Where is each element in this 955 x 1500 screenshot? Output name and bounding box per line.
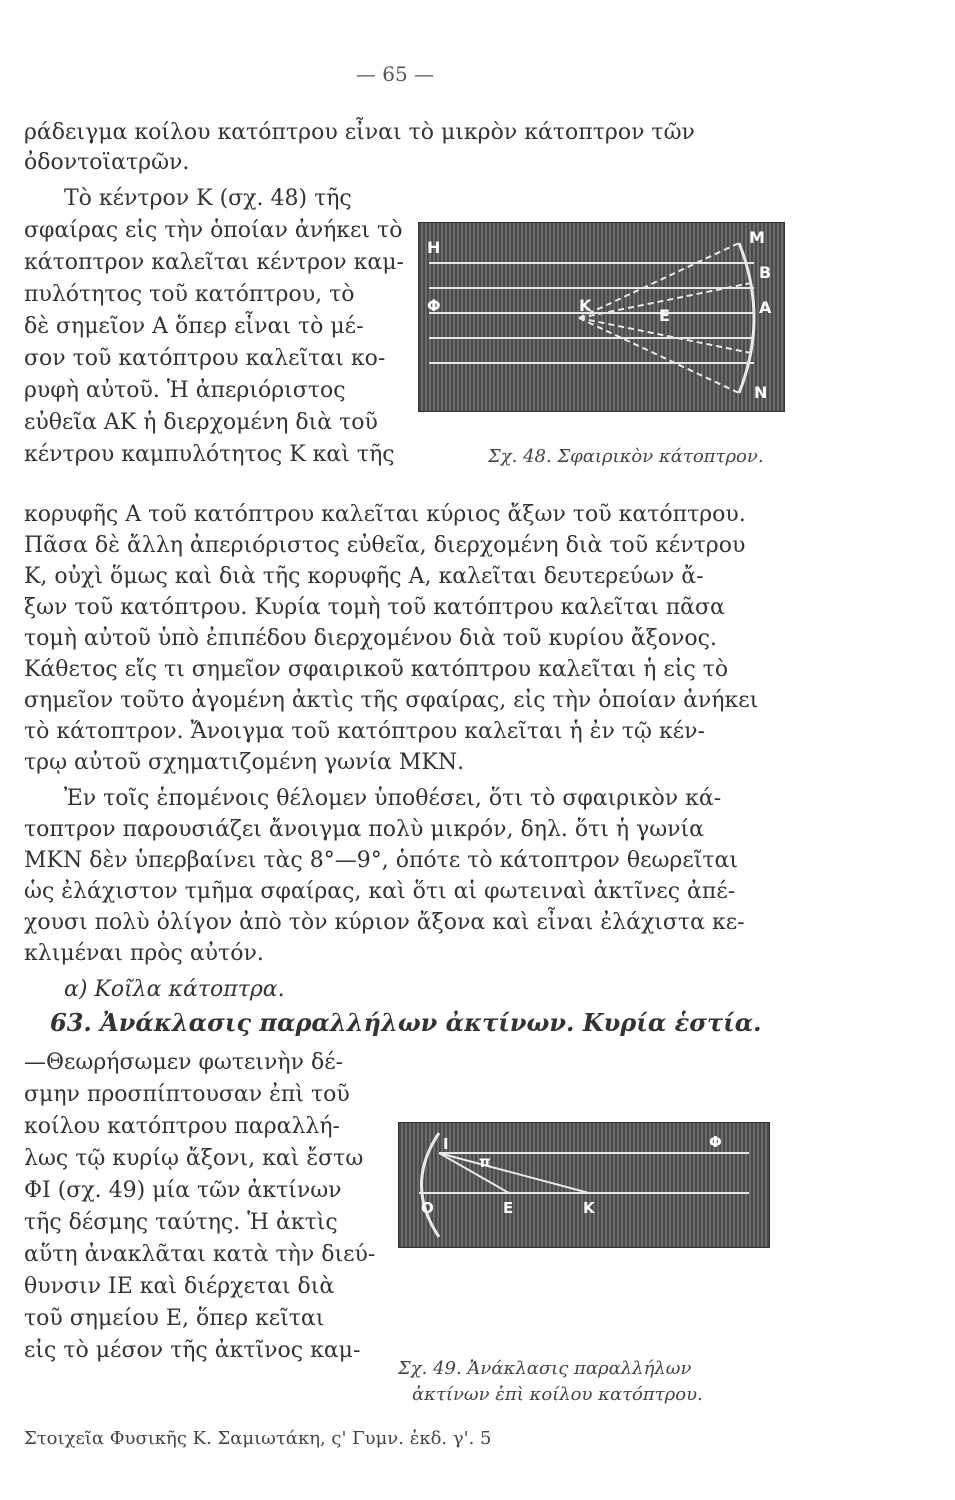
text-line: κορυφῆς Α τοῦ κατόπτρου καλεῖται κύριος ἄξων τοῦ κατόπτρου. <box>24 502 746 527</box>
text-line: σον τοῦ κατόπτρου καλεῖται κο- <box>24 346 386 371</box>
text-line: λως τῷ κυρίῳ ἄξονι, καὶ ἔστω <box>24 1146 364 1171</box>
page-number: — 65 — <box>355 62 435 86</box>
text-line: σημεῖον τοῦτο ἀγομένη ἀκτὶς τῆς σφαίρας, εἰς τὴν ὁποίαν ἀνήκει <box>24 688 759 713</box>
text-line: Κ, οὐχὶ ὅμως καὶ διὰ τῆς κορυφῆς Α, καλεῖται δευτερεύων ἄ- <box>24 564 704 589</box>
text-line: εἰς τὸ μέσον τῆς ἀκτῖνος καμ- <box>24 1338 361 1363</box>
fig48-label-e: Ε <box>659 306 670 325</box>
section-heading: 63. Ἀνάκλασις παραλλήλων ἀκτίνων. Κυρία ἑστία. <box>50 1008 762 1037</box>
text-line: κοίλου κατόπτρου παραλλή- <box>24 1114 340 1139</box>
text-line: —Θεωρήσωμεν φωτεινὴν δέ- <box>24 1050 344 1075</box>
text-line: τῆς δέσμης ταύτης. Ἡ ἀκτὶς <box>24 1210 338 1235</box>
text-line: σφαίρας εἰς τὴν ὁποίαν ἀνήκει τὸ <box>24 218 403 243</box>
text-line: ξων τοῦ κατόπτρου. Κυρία τομὴ τοῦ κατόπτρου καλεῖται πᾶσα <box>24 595 725 620</box>
fig48-label-a: Α <box>759 298 772 317</box>
text-line: Πᾶσα δὲ ἄλλη ἀπεριόριστος εὐθεῖα, διερχομένη διὰ τοῦ κέντρου <box>24 533 746 558</box>
fig48-label-b: Β <box>759 263 772 282</box>
text-line: τὸ κάτοπτρον. Ἄνοιγμα τοῦ κατόπτρου καλεῖται ἡ ἐν τῷ κέν- <box>24 719 705 744</box>
figure-48-spherical-mirror <box>418 222 785 412</box>
figure-49-caption-line-2: ἀκτίνων ἐπὶ κοίλου κατόπτρου. <box>412 1384 703 1405</box>
text-line: Τὸ κέντρον Κ (σχ. 48) τῆς <box>64 186 352 211</box>
figure-49-drawing <box>399 1123 769 1247</box>
figure-48-caption: Σχ. 48. Σφαιρικὸν κάτοπτρον. <box>488 446 764 467</box>
text-line: πυλότητος τοῦ κατόπτρου, τὸ <box>24 282 355 307</box>
fig48-label-k: Κ <box>579 296 592 315</box>
fig49-label-i: Ι <box>443 1135 449 1153</box>
text-line: κάτοπτρον καλεῖται κέντρον καμ- <box>24 250 404 275</box>
text-line: τομὴ αὐτοῦ ὑπὸ ἐπιπέδου διερχομένου διὰ τοῦ κυρίου ἄξονος. <box>24 626 717 651</box>
fig48-label-eta: Η <box>427 238 441 257</box>
text-line: ΜΚΝ δὲν ὑπερβαίνει τὰς 8°—9°, ὁπότε τὸ κάτοπτρον θεωρεῖται <box>24 848 739 873</box>
text-line: κλιμέναι πρὸς αὐτόν. <box>24 941 264 966</box>
footer-signature: Στοιχεῖα Φυσικῆς Κ. Σαμιωτάκη, ς' Γυμν. ἐκδ. γ'. 5 <box>24 1428 492 1449</box>
subsection-heading: α) Κοῖλα κάτοπτρα. <box>64 977 285 1002</box>
text-line: δὲ σημεῖον Α ὅπερ εἶναι τὸ μέ- <box>24 314 364 339</box>
text-line: τρῳ αὐτοῦ σχηματιζομένη γωνία ΜΚΝ. <box>24 750 465 775</box>
fig48-label-phi: Φ <box>427 296 441 315</box>
text-line: Ἐν τοῖς ἑπομένοις θέλομεν ὑποθέσει, ὅτι τὸ σφαιρικὸν κά- <box>64 786 722 811</box>
fig49-label-e: Ε <box>503 1199 514 1217</box>
text-line: Κάθετος εἴς τι σημεῖον σφαιρικοῦ κατόπτρου καλεῖται ἡ εἰς τὸ <box>24 657 729 682</box>
fig48-label-n: Ν <box>754 383 768 402</box>
text-line: θυνσιν ΙΕ καὶ διέρχεται διὰ <box>24 1274 335 1299</box>
text-line: τοῦ σημείου Ε, ὅπερ κεῖται <box>24 1306 325 1331</box>
text-line: τοπτρον παρουσιάζει ἄνοιγμα πολὺ μικρόν, δηλ. ὅτι ἡ γωνία <box>24 817 705 842</box>
figure-49-caption-line-1: Σχ. 49. Ἀνάκλασις παραλλήλων <box>398 1358 692 1379</box>
fig48-label-m: Μ <box>749 228 765 247</box>
figure-48-drawing <box>419 223 784 411</box>
text-line: ὡς ἐλάχιστον τμῆμα σφαίρας, καὶ ὅτι αἱ φωτειναὶ ἀκτῖνες ἀπέ- <box>24 879 736 904</box>
text-line: εὐθεῖα ΑΚ ἡ διερχομένη διὰ τοῦ <box>24 410 378 435</box>
text-line: σμην προσπίπτουσαν ἐπὶ τοῦ <box>24 1082 350 1107</box>
fig49-label-pi: π <box>479 1153 491 1171</box>
text-line: ράδειγμα κοίλου κατόπτρου εἶναι τὸ μικρὸν κάτοπτρον τῶν <box>24 120 695 145</box>
text-line: ὀδοντοϊατρῶν. <box>24 150 190 175</box>
fig49-label-o: Ο <box>421 1199 434 1217</box>
text-line: κέντρου καμπυλότητος Κ καὶ τῆς <box>24 442 395 467</box>
text-line: αὕτη ἀνακλᾶται κατὰ τὴν διεύ- <box>24 1242 376 1267</box>
text-line: ρυφὴ αὐτοῦ. Ἡ ἀπεριόριστος <box>24 378 346 403</box>
fig49-label-phi: Φ <box>709 1133 722 1151</box>
fig49-label-k: Κ <box>583 1199 595 1217</box>
figure-49-reflection <box>398 1122 770 1248</box>
text-line: χουσι πολὺ ὀλίγον ἀπὸ τὸν κύριον ἄξονα καὶ εἶναι ἐλάχιστα κε- <box>24 910 745 935</box>
text-line: ΦΙ (σχ. 49) μία τῶν ἀκτίνων <box>24 1178 342 1203</box>
